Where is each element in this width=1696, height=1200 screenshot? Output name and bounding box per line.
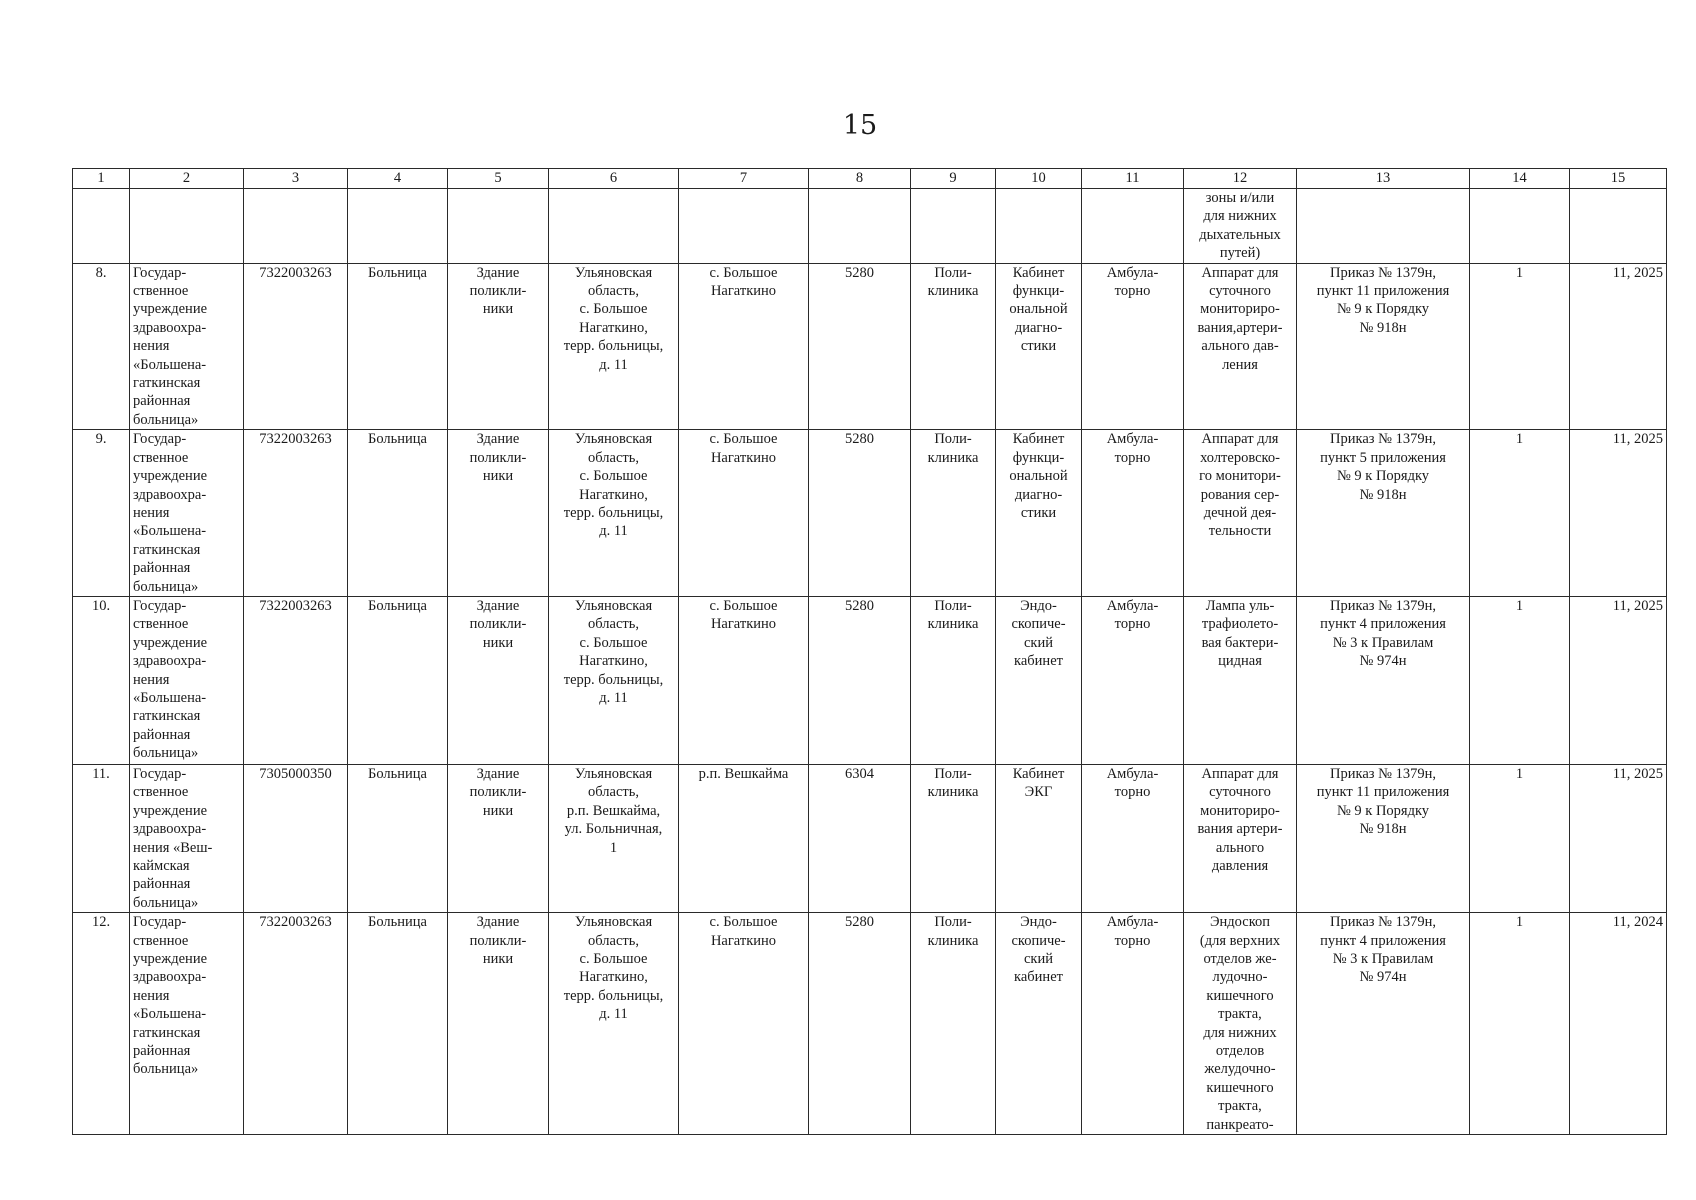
period-cell: 11, 2025	[1570, 764, 1667, 912]
column-header: 3	[244, 169, 348, 189]
row-number-cell: 12.	[73, 913, 130, 1135]
care-form-cell: Амбула- торно	[1082, 913, 1184, 1135]
table-cell	[911, 189, 996, 264]
facility-type-cell: Больница	[348, 764, 448, 912]
table-cell	[549, 189, 679, 264]
table-row	[73, 913, 1667, 1135]
locality-cell: с. Большое Нагаткино	[679, 263, 809, 430]
inn-cell: 7322003263	[244, 596, 348, 764]
table-cell	[1570, 189, 1667, 264]
page-number: 15	[842, 110, 878, 141]
column-header: 9	[911, 169, 996, 189]
inn-cell: 7305000350	[244, 764, 348, 912]
facility-type-cell: Больница	[348, 596, 448, 764]
quantity-cell: 1	[1470, 430, 1570, 597]
legal-basis-cell: Приказ № 1379н, пункт 4 приложения № 3 к Правилам № 974н	[1297, 913, 1470, 1135]
table-row	[73, 764, 1667, 912]
column-header: 10	[996, 169, 1082, 189]
code-cell: 6304	[809, 764, 911, 912]
table-cell	[1470, 189, 1570, 264]
care-form-cell: Амбула- торно	[1082, 596, 1184, 764]
column-header: 6	[549, 169, 679, 189]
table-row	[73, 596, 1667, 764]
row-number-cell: 8.	[73, 263, 130, 430]
quantity-cell: 1	[1470, 596, 1570, 764]
locality-cell: с. Большое Нагаткино	[679, 913, 809, 1135]
table-cell	[996, 189, 1082, 264]
column-header: 12	[1184, 169, 1297, 189]
care-form-cell: Амбула- торно	[1082, 430, 1184, 597]
address-cell: Ульяновская область, с. Большое Нагаткино, терр. больницы, д. 11	[549, 596, 679, 764]
period-cell: 11, 2025	[1570, 596, 1667, 764]
row-number-cell: 10.	[73, 596, 130, 764]
organization-cell: Государ- ственное учреждение здравоохра- нения «Веш- каймская районная больница»	[130, 764, 244, 912]
locality-cell: с. Большое Нагаткино	[679, 596, 809, 764]
inn-cell: 7322003263	[244, 913, 348, 1135]
room-cell: Эндо- скопиче- ский кабинет	[996, 596, 1082, 764]
department-cell: Поли- клиника	[911, 263, 996, 430]
inn-cell: 7322003263	[244, 263, 348, 430]
table-cell	[348, 189, 448, 264]
period-cell: 11, 2024	[1570, 913, 1667, 1135]
facility-type-cell: Больница	[348, 263, 448, 430]
room-cell: Кабинет ЭКГ	[996, 764, 1082, 912]
department-cell: Поли- клиника	[911, 430, 996, 597]
building-cell: Здание поликли- ники	[448, 596, 549, 764]
device-cell: зоны и/или для нижних дыхательных путей)	[1184, 189, 1297, 264]
quantity-cell: 1	[1470, 913, 1570, 1135]
table-row	[73, 263, 1667, 430]
legal-basis-cell: Приказ № 1379н, пункт 11 приложения № 9 к Порядку № 918н	[1297, 263, 1470, 430]
column-header: 14	[1470, 169, 1570, 189]
care-form-cell: Амбула- торно	[1082, 764, 1184, 912]
period-cell: 11, 2025	[1570, 263, 1667, 430]
address-cell: Ульяновская область, с. Большое Нагаткино, терр. больницы, д. 11	[549, 263, 679, 430]
period-cell: 11, 2025	[1570, 430, 1667, 597]
column-header: 11	[1082, 169, 1184, 189]
locality-cell: с. Большое Нагаткино	[679, 430, 809, 597]
device-cell: Аппарат для суточного мониториро- вания артери- ального давления	[1184, 764, 1297, 912]
column-header: 5	[448, 169, 549, 189]
facility-type-cell: Больница	[348, 430, 448, 597]
building-cell: Здание поликли- ники	[448, 430, 549, 597]
room-cell: Кабинет функци- ональной диагно- стики	[996, 430, 1082, 597]
table-cell	[130, 189, 244, 264]
legal-basis-cell: Приказ № 1379н, пункт 11 приложения № 9 к Порядку № 918н	[1297, 764, 1470, 912]
column-header: 4	[348, 169, 448, 189]
organization-cell: Государ- ственное учреждение здравоохра- нения «Большена- гаткинская районная больница»	[130, 913, 244, 1135]
device-cell: Аппарат для суточного мониториро- вания,артери- ального дав- ления	[1184, 263, 1297, 430]
column-header: 13	[1297, 169, 1470, 189]
organization-cell: Государ- ственное учреждение здравоохра- нения «Большена- гаткинская районная больница»	[130, 596, 244, 764]
table-row	[73, 430, 1667, 597]
department-cell: Поли- клиника	[911, 764, 996, 912]
device-cell: Аппарат для холтеровско- го монитори- рования сер- дечной дея- тельности	[1184, 430, 1297, 597]
code-cell: 5280	[809, 263, 911, 430]
table-cell	[809, 189, 911, 264]
quantity-cell: 1	[1470, 764, 1570, 912]
facility-type-cell: Больница	[348, 913, 448, 1135]
row-number-cell: 11.	[73, 764, 130, 912]
organization-cell: Государ- ственное учреждение здравоохра- нения «Большена- гаткинская районная больница»	[130, 430, 244, 597]
column-header: 15	[1570, 169, 1667, 189]
code-cell: 5280	[809, 596, 911, 764]
equipment-register-table	[72, 168, 1667, 1135]
table-cell	[244, 189, 348, 264]
organization-cell: Государ- ственное учреждение здравоохра- нения «Большена- гаткинская районная больница»	[130, 263, 244, 430]
care-form-cell: Амбула- торно	[1082, 263, 1184, 430]
column-header: 2	[130, 169, 244, 189]
building-cell: Здание поликли- ники	[448, 263, 549, 430]
address-cell: Ульяновская область, с. Большое Нагаткино, терр. больницы, д. 11	[549, 913, 679, 1135]
device-cell: Лампа уль- трафиолето- вая бактери- цидная	[1184, 596, 1297, 764]
code-cell: 5280	[809, 430, 911, 597]
column-header: 1	[73, 169, 130, 189]
column-header: 7	[679, 169, 809, 189]
building-cell: Здание поликли- ники	[448, 913, 549, 1135]
locality-cell: р.п. Вешкайма	[679, 764, 809, 912]
continuation-row	[73, 189, 1667, 264]
table-cell	[679, 189, 809, 264]
legal-basis-cell: Приказ № 1379н, пункт 4 приложения № 3 к Правилам № 974н	[1297, 596, 1470, 764]
code-cell: 5280	[809, 913, 911, 1135]
column-header: 8	[809, 169, 911, 189]
department-cell: Поли- клиника	[911, 596, 996, 764]
address-cell: Ульяновская область, с. Большое Нагаткино, терр. больницы, д. 11	[549, 430, 679, 597]
legal-basis-cell: Приказ № 1379н, пункт 5 приложения № 9 к Порядку № 918н	[1297, 430, 1470, 597]
table-cell	[1082, 189, 1184, 264]
column-number-header	[73, 169, 1667, 189]
room-cell: Эндо- скопиче- ский кабинет	[996, 913, 1082, 1135]
department-cell: Поли- клиника	[911, 913, 996, 1135]
table-cell	[1297, 189, 1470, 264]
quantity-cell: 1	[1470, 263, 1570, 430]
table-cell	[448, 189, 549, 264]
device-cell: Эндоскоп (для верхних отделов же- лудочно- кишечного тракта, для нижних отделов желудочно- кишечного тракта, панкреато-	[1184, 913, 1297, 1135]
table-cell	[73, 189, 130, 264]
room-cell: Кабинет функци- ональной диагно- стики	[996, 263, 1082, 430]
row-number-cell: 9.	[73, 430, 130, 597]
inn-cell: 7322003263	[244, 430, 348, 597]
building-cell: Здание поликли- ники	[448, 764, 549, 912]
address-cell: Ульяновская область, р.п. Вешкайма, ул. Больничная, 1	[549, 764, 679, 912]
